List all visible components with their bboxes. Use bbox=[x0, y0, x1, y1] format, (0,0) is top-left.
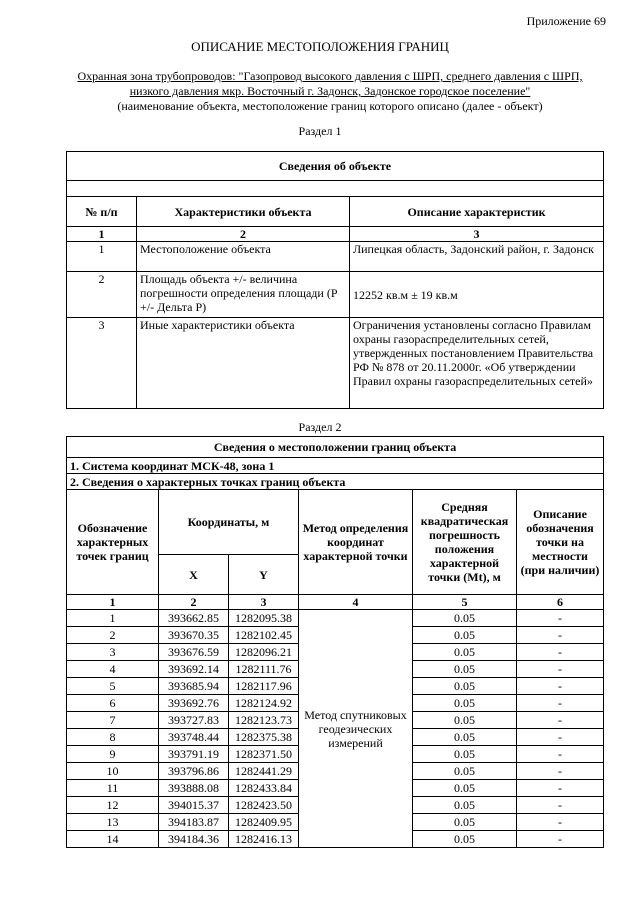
spacer-cell bbox=[67, 181, 604, 197]
col-number: 3 bbox=[229, 595, 299, 610]
row-characteristic: Иные характеристики объекта bbox=[137, 318, 350, 409]
spacer-row bbox=[67, 181, 604, 197]
col-header-x: X bbox=[159, 555, 229, 595]
object-name-note: (наименование объекта, местоположение границ которого описано (далее - объект) bbox=[117, 99, 543, 113]
point-y: 1282123.73 bbox=[229, 712, 299, 729]
col-number: 4 bbox=[299, 595, 413, 610]
point-number: 10 bbox=[67, 763, 159, 780]
point-x: 393796.86 bbox=[159, 763, 229, 780]
table-row bbox=[67, 242, 604, 272]
point-error: 0.05 bbox=[413, 661, 517, 678]
row-description: 12252 кв.м ± 19 кв.м bbox=[350, 272, 604, 318]
point-error: 0.05 bbox=[413, 678, 517, 695]
point-description: - bbox=[517, 797, 604, 814]
point-description: - bbox=[517, 644, 604, 661]
point-y: 1282423.50 bbox=[229, 797, 299, 814]
object-description bbox=[60, 69, 600, 114]
table-row bbox=[67, 610, 604, 627]
point-y: 1282409.95 bbox=[229, 814, 299, 831]
object-info-table bbox=[66, 151, 604, 409]
object-info-title: Сведения об объекте bbox=[67, 152, 604, 181]
point-number: 11 bbox=[67, 780, 159, 797]
points-table-body bbox=[67, 610, 604, 848]
col-number: 2 bbox=[137, 227, 350, 242]
point-y: 1282416.13 bbox=[229, 831, 299, 848]
col-header-number: № п/п bbox=[67, 197, 137, 227]
point-x: 394183.87 bbox=[159, 814, 229, 831]
point-y: 1282096.21 bbox=[229, 644, 299, 661]
point-error: 0.05 bbox=[413, 627, 517, 644]
row-description: Ограничения установлены согласно Правилам охраны газораспределительных сетей, утвержденных постановлением Правительства РФ № 878 от 20.11.2000г. «Об утверждении Правил охраны газораспределительных сетей» bbox=[350, 318, 604, 409]
section-2-label: Раздел 2 bbox=[298, 420, 342, 434]
column-number-row bbox=[67, 227, 604, 242]
section-1-label: Раздел 1 bbox=[298, 124, 342, 138]
point-error: 0.05 bbox=[413, 695, 517, 712]
point-y: 1282375.38 bbox=[229, 729, 299, 746]
point-number: 13 bbox=[67, 814, 159, 831]
point-x: 393727.83 bbox=[159, 712, 229, 729]
row-characteristic: Площадь объекта +/- величина погрешности определения площади (Р +/- Дельта Р) bbox=[137, 272, 350, 318]
method-value: Метод спутниковых геодезических измерений bbox=[299, 610, 413, 848]
point-x: 394184.36 bbox=[159, 831, 229, 848]
point-y: 1282095.38 bbox=[229, 610, 299, 627]
point-number: 1 bbox=[67, 610, 159, 627]
row-number: 1 bbox=[67, 242, 137, 272]
appendix-number: Приложение 69 bbox=[526, 14, 606, 28]
point-y: 1282124.92 bbox=[229, 695, 299, 712]
point-error: 0.05 bbox=[413, 814, 517, 831]
point-number: 7 bbox=[67, 712, 159, 729]
column-number-row bbox=[67, 595, 604, 610]
point-y: 1282441.29 bbox=[229, 763, 299, 780]
point-y: 1282102.45 bbox=[229, 627, 299, 644]
header-row bbox=[67, 197, 604, 227]
col-number: 3 bbox=[350, 227, 604, 242]
col-header-method: Метод определения координат характерной точки bbox=[299, 490, 413, 595]
point-x: 393662.85 bbox=[159, 610, 229, 627]
boundary-table-title: Сведения о местоположении границ объекта bbox=[67, 437, 604, 458]
col-header-characteristic: Характеристики объекта bbox=[137, 197, 350, 227]
point-number: 8 bbox=[67, 729, 159, 746]
row-number: 2 bbox=[67, 272, 137, 318]
table-title-row bbox=[67, 437, 604, 458]
col-header-y: Y bbox=[229, 555, 299, 595]
object-name-line-1: Охранная зона трубопроводов: "Газопровод высокого давления с ШРП, среднего давления с ШРП, bbox=[77, 69, 583, 83]
point-description: - bbox=[517, 695, 604, 712]
col-number: 5 bbox=[413, 595, 517, 610]
subtitle-row bbox=[67, 458, 604, 474]
point-y: 1282371.50 bbox=[229, 746, 299, 763]
point-error: 0.05 bbox=[413, 610, 517, 627]
point-description: - bbox=[517, 729, 604, 746]
col-header-point-description: Описание обозначения точки на местности (при наличии) bbox=[517, 490, 604, 595]
col-header-description: Описание характеристик bbox=[350, 197, 604, 227]
point-y: 1282117.96 bbox=[229, 678, 299, 695]
point-description: - bbox=[517, 610, 604, 627]
col-header-coordinates: Координаты, м bbox=[159, 490, 299, 555]
coordinate-system-label: 1. Система координат МСК-48, зона 1 bbox=[67, 458, 604, 474]
point-x: 393676.59 bbox=[159, 644, 229, 661]
point-error: 0.05 bbox=[413, 729, 517, 746]
row-number: 3 bbox=[67, 318, 137, 409]
point-x: 393692.76 bbox=[159, 695, 229, 712]
point-x: 393670.35 bbox=[159, 627, 229, 644]
table-title-row bbox=[67, 152, 604, 181]
subtitle-row bbox=[67, 474, 604, 490]
point-number: 4 bbox=[67, 661, 159, 678]
points-section-label: 2. Сведения о характерных точках границ объекта bbox=[67, 474, 604, 490]
point-description: - bbox=[517, 814, 604, 831]
point-number: 3 bbox=[67, 644, 159, 661]
document-title: ОПИСАНИЕ МЕСТОПОЛОЖЕНИЯ ГРАНИЦ bbox=[191, 39, 449, 54]
point-description: - bbox=[517, 746, 604, 763]
point-error: 0.05 bbox=[413, 831, 517, 848]
point-number: 2 bbox=[67, 627, 159, 644]
point-x: 393685.94 bbox=[159, 678, 229, 695]
point-x: 393791.19 bbox=[159, 746, 229, 763]
point-error: 0.05 bbox=[413, 746, 517, 763]
header-row bbox=[67, 490, 604, 555]
point-description: - bbox=[517, 678, 604, 695]
point-error: 0.05 bbox=[413, 780, 517, 797]
point-y: 1282433.84 bbox=[229, 780, 299, 797]
point-description: - bbox=[517, 627, 604, 644]
point-description: - bbox=[517, 831, 604, 848]
point-number: 5 bbox=[67, 678, 159, 695]
point-x: 393888.08 bbox=[159, 780, 229, 797]
point-y: 1282111.76 bbox=[229, 661, 299, 678]
row-characteristic: Местоположение объекта bbox=[137, 242, 350, 272]
point-error: 0.05 bbox=[413, 797, 517, 814]
point-number: 14 bbox=[67, 831, 159, 848]
table-row bbox=[67, 272, 604, 318]
table-row bbox=[67, 318, 604, 409]
boundary-points-table bbox=[66, 436, 604, 848]
col-number: 6 bbox=[517, 595, 604, 610]
point-description: - bbox=[517, 763, 604, 780]
point-description: - bbox=[517, 780, 604, 797]
point-description: - bbox=[517, 661, 604, 678]
point-number: 9 bbox=[67, 746, 159, 763]
point-number: 6 bbox=[67, 695, 159, 712]
point-x: 393748.44 bbox=[159, 729, 229, 746]
point-error: 0.05 bbox=[413, 644, 517, 661]
point-error: 0.05 bbox=[413, 712, 517, 729]
col-number: 2 bbox=[159, 595, 229, 610]
point-x: 394015.37 bbox=[159, 797, 229, 814]
row-description: Липецкая область, Задонский район, г. Задонск bbox=[350, 242, 604, 272]
point-x: 393692.14 bbox=[159, 661, 229, 678]
object-name-line-2: низкого давления мкр. Восточный г. Задонск, Задонское городское поселение" bbox=[129, 84, 531, 98]
col-header-point: Обозначение характерных точек границ bbox=[67, 490, 159, 595]
point-number: 12 bbox=[67, 797, 159, 814]
point-description: - bbox=[517, 712, 604, 729]
col-number: 1 bbox=[67, 227, 137, 242]
col-header-error: Средняя квадратическая погрешность положения характерной точки (Mt), м bbox=[413, 490, 517, 595]
col-number: 1 bbox=[67, 595, 159, 610]
point-error: 0.05 bbox=[413, 763, 517, 780]
